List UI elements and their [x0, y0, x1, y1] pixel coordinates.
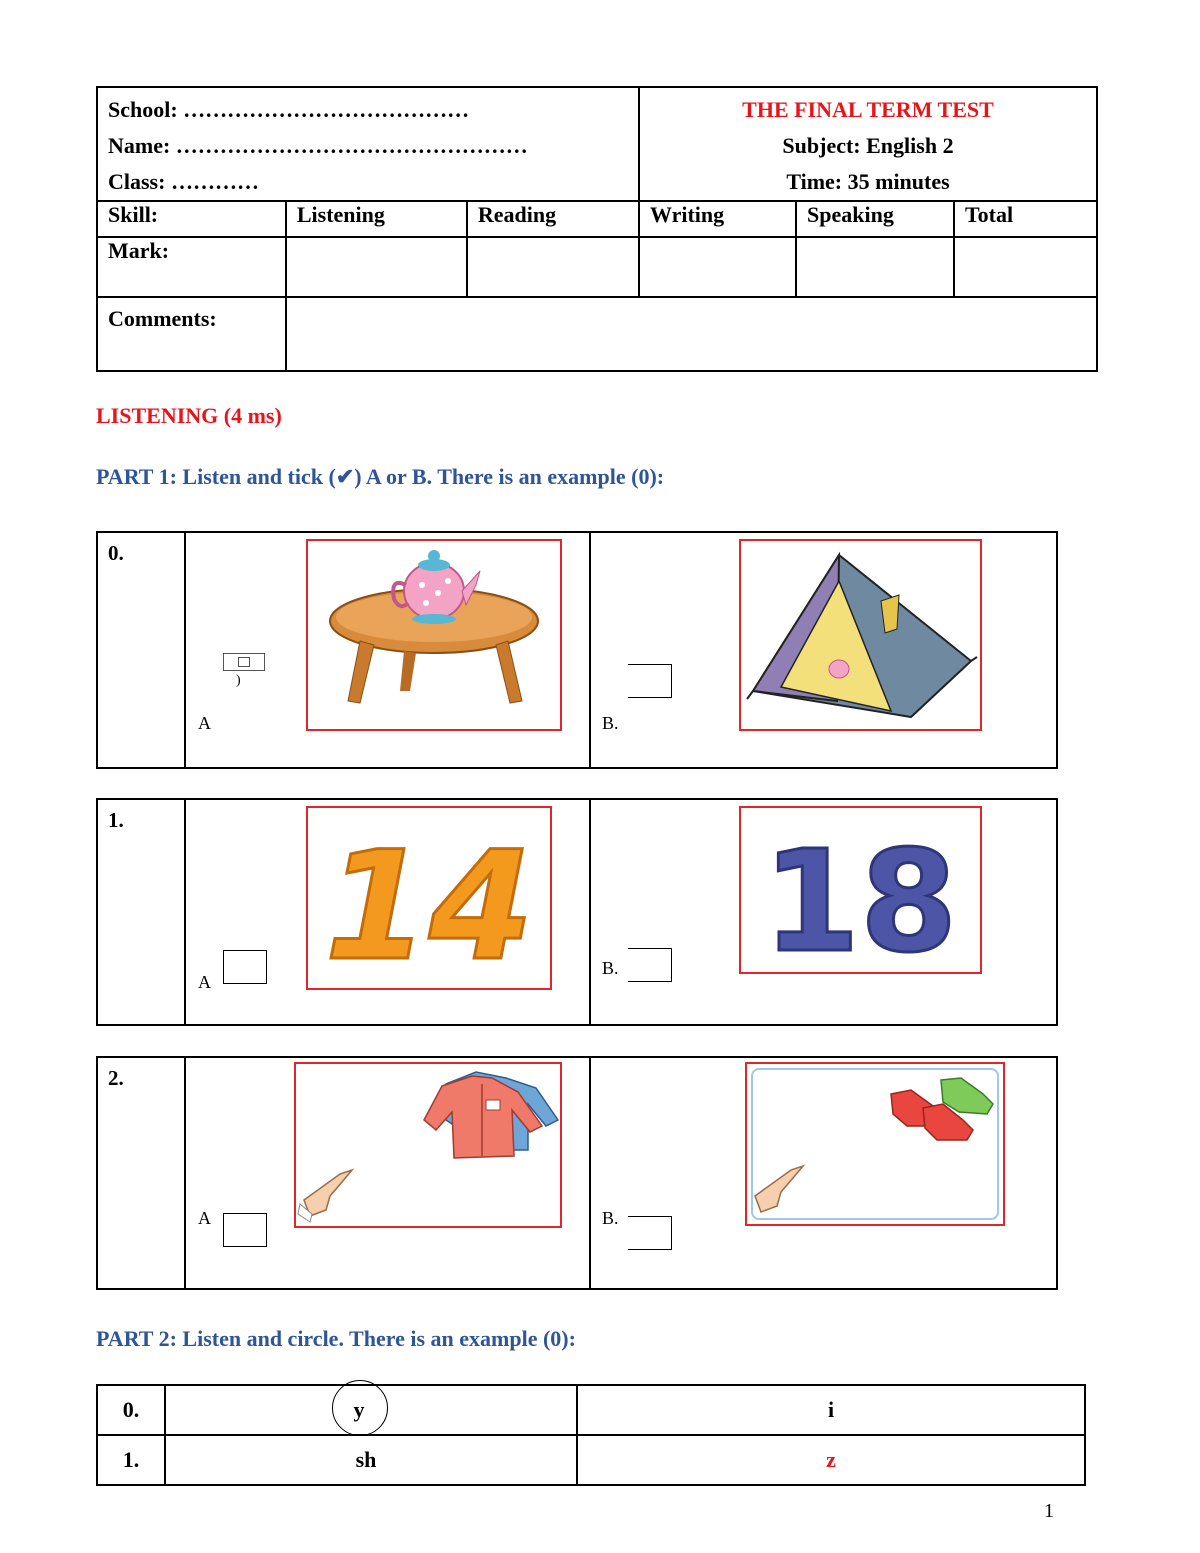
mark-label: Mark: — [97, 237, 286, 297]
table-row — [97, 1385, 1085, 1435]
school-field[interactable]: School: ………………………………… — [108, 97, 470, 122]
class-field[interactable]: Class: ………… — [108, 169, 259, 194]
part1-instruction-post: ) A or B. There is an example (0): — [354, 464, 665, 489]
question-number: 1. — [98, 800, 186, 1024]
subject-text: Subject: English 2 — [782, 133, 954, 158]
divider — [589, 1058, 591, 1288]
part1-instruction — [96, 464, 664, 490]
number-14-text: 14 — [324, 820, 534, 988]
option-right[interactable]: i — [577, 1385, 1085, 1435]
mark-writing-cell[interactable] — [639, 237, 796, 297]
divider — [589, 800, 591, 1024]
option-a-label: A — [198, 713, 211, 733]
question-1 — [96, 798, 1058, 1026]
question-2 — [96, 1056, 1058, 1290]
question-0 — [96, 531, 1058, 769]
skill-writing: Writing — [639, 201, 796, 237]
number-18-text: 18 — [762, 821, 958, 972]
teapot-on-table-icon — [308, 541, 560, 729]
tick-mark-icon: ) — [236, 673, 241, 688]
picture-teapot-in-tent — [739, 539, 982, 731]
name-field[interactable]: Name: ………………………………………… — [108, 133, 528, 158]
picture-shirts — [294, 1062, 562, 1228]
option-b-label: B. — [602, 1208, 619, 1228]
picture-number-18 — [739, 806, 982, 974]
test-title: THE FINAL TERM TEST — [742, 97, 994, 122]
row-number: 0. — [97, 1385, 165, 1435]
skill-total: Total — [954, 201, 1097, 237]
option-b-checkbox[interactable] — [628, 664, 672, 698]
question-number: 2. — [98, 1058, 186, 1288]
section-title: LISTENING (4 ms) — [96, 403, 282, 428]
tent-icon — [741, 541, 980, 729]
tick-icon: ✔ — [335, 464, 355, 489]
skill-speaking: Speaking — [796, 201, 954, 237]
comments-cell[interactable] — [286, 297, 1097, 371]
page-number: 1 — [1044, 1500, 1054, 1522]
skill-listening: Listening — [286, 201, 467, 237]
divider — [589, 533, 591, 767]
skill-label: Skill: — [97, 201, 286, 237]
part1-instruction-pre: PART 1: Listen and tick ( — [96, 464, 336, 489]
student-info — [97, 87, 639, 201]
option-left[interactable] — [165, 1385, 577, 1435]
picture-teapot-on-table — [306, 539, 562, 731]
mark-total-cell[interactable] — [954, 237, 1097, 297]
test-info — [639, 87, 1097, 201]
option-a-label: A — [198, 972, 211, 992]
comments-label: Comments: — [97, 297, 286, 371]
option-b-checkbox[interactable] — [628, 1216, 672, 1250]
time-text: Time: 35 minutes — [786, 169, 950, 194]
picture-shoes — [745, 1062, 1005, 1226]
mark-reading-cell[interactable] — [467, 237, 639, 297]
question-number: 0. — [98, 533, 186, 767]
example-tick-box — [223, 653, 265, 671]
skill-reading: Reading — [467, 201, 639, 237]
option-left-text: sh — [355, 1447, 377, 1472]
option-a-label: A — [198, 1208, 211, 1228]
mark-listening-cell[interactable] — [286, 237, 467, 297]
option-right[interactable]: z — [577, 1435, 1085, 1485]
option-b-label: B. — [602, 958, 619, 978]
picture-number-14 — [306, 806, 552, 990]
part2-instruction: PART 2: Listen and circle. There is an example (0): — [96, 1326, 576, 1351]
option-a-checkbox[interactable] — [223, 1213, 267, 1247]
option-b-checkbox[interactable] — [628, 948, 672, 982]
option-left-text: y — [353, 1397, 365, 1422]
row-number: 1. — [97, 1435, 165, 1485]
part2-table — [96, 1384, 1086, 1486]
mark-speaking-cell[interactable] — [796, 237, 954, 297]
header-table — [96, 86, 1098, 372]
table-row — [97, 1435, 1085, 1485]
option-a-checkbox[interactable] — [223, 950, 267, 984]
option-b-label: B. — [602, 713, 619, 733]
option-left[interactable] — [165, 1435, 577, 1485]
